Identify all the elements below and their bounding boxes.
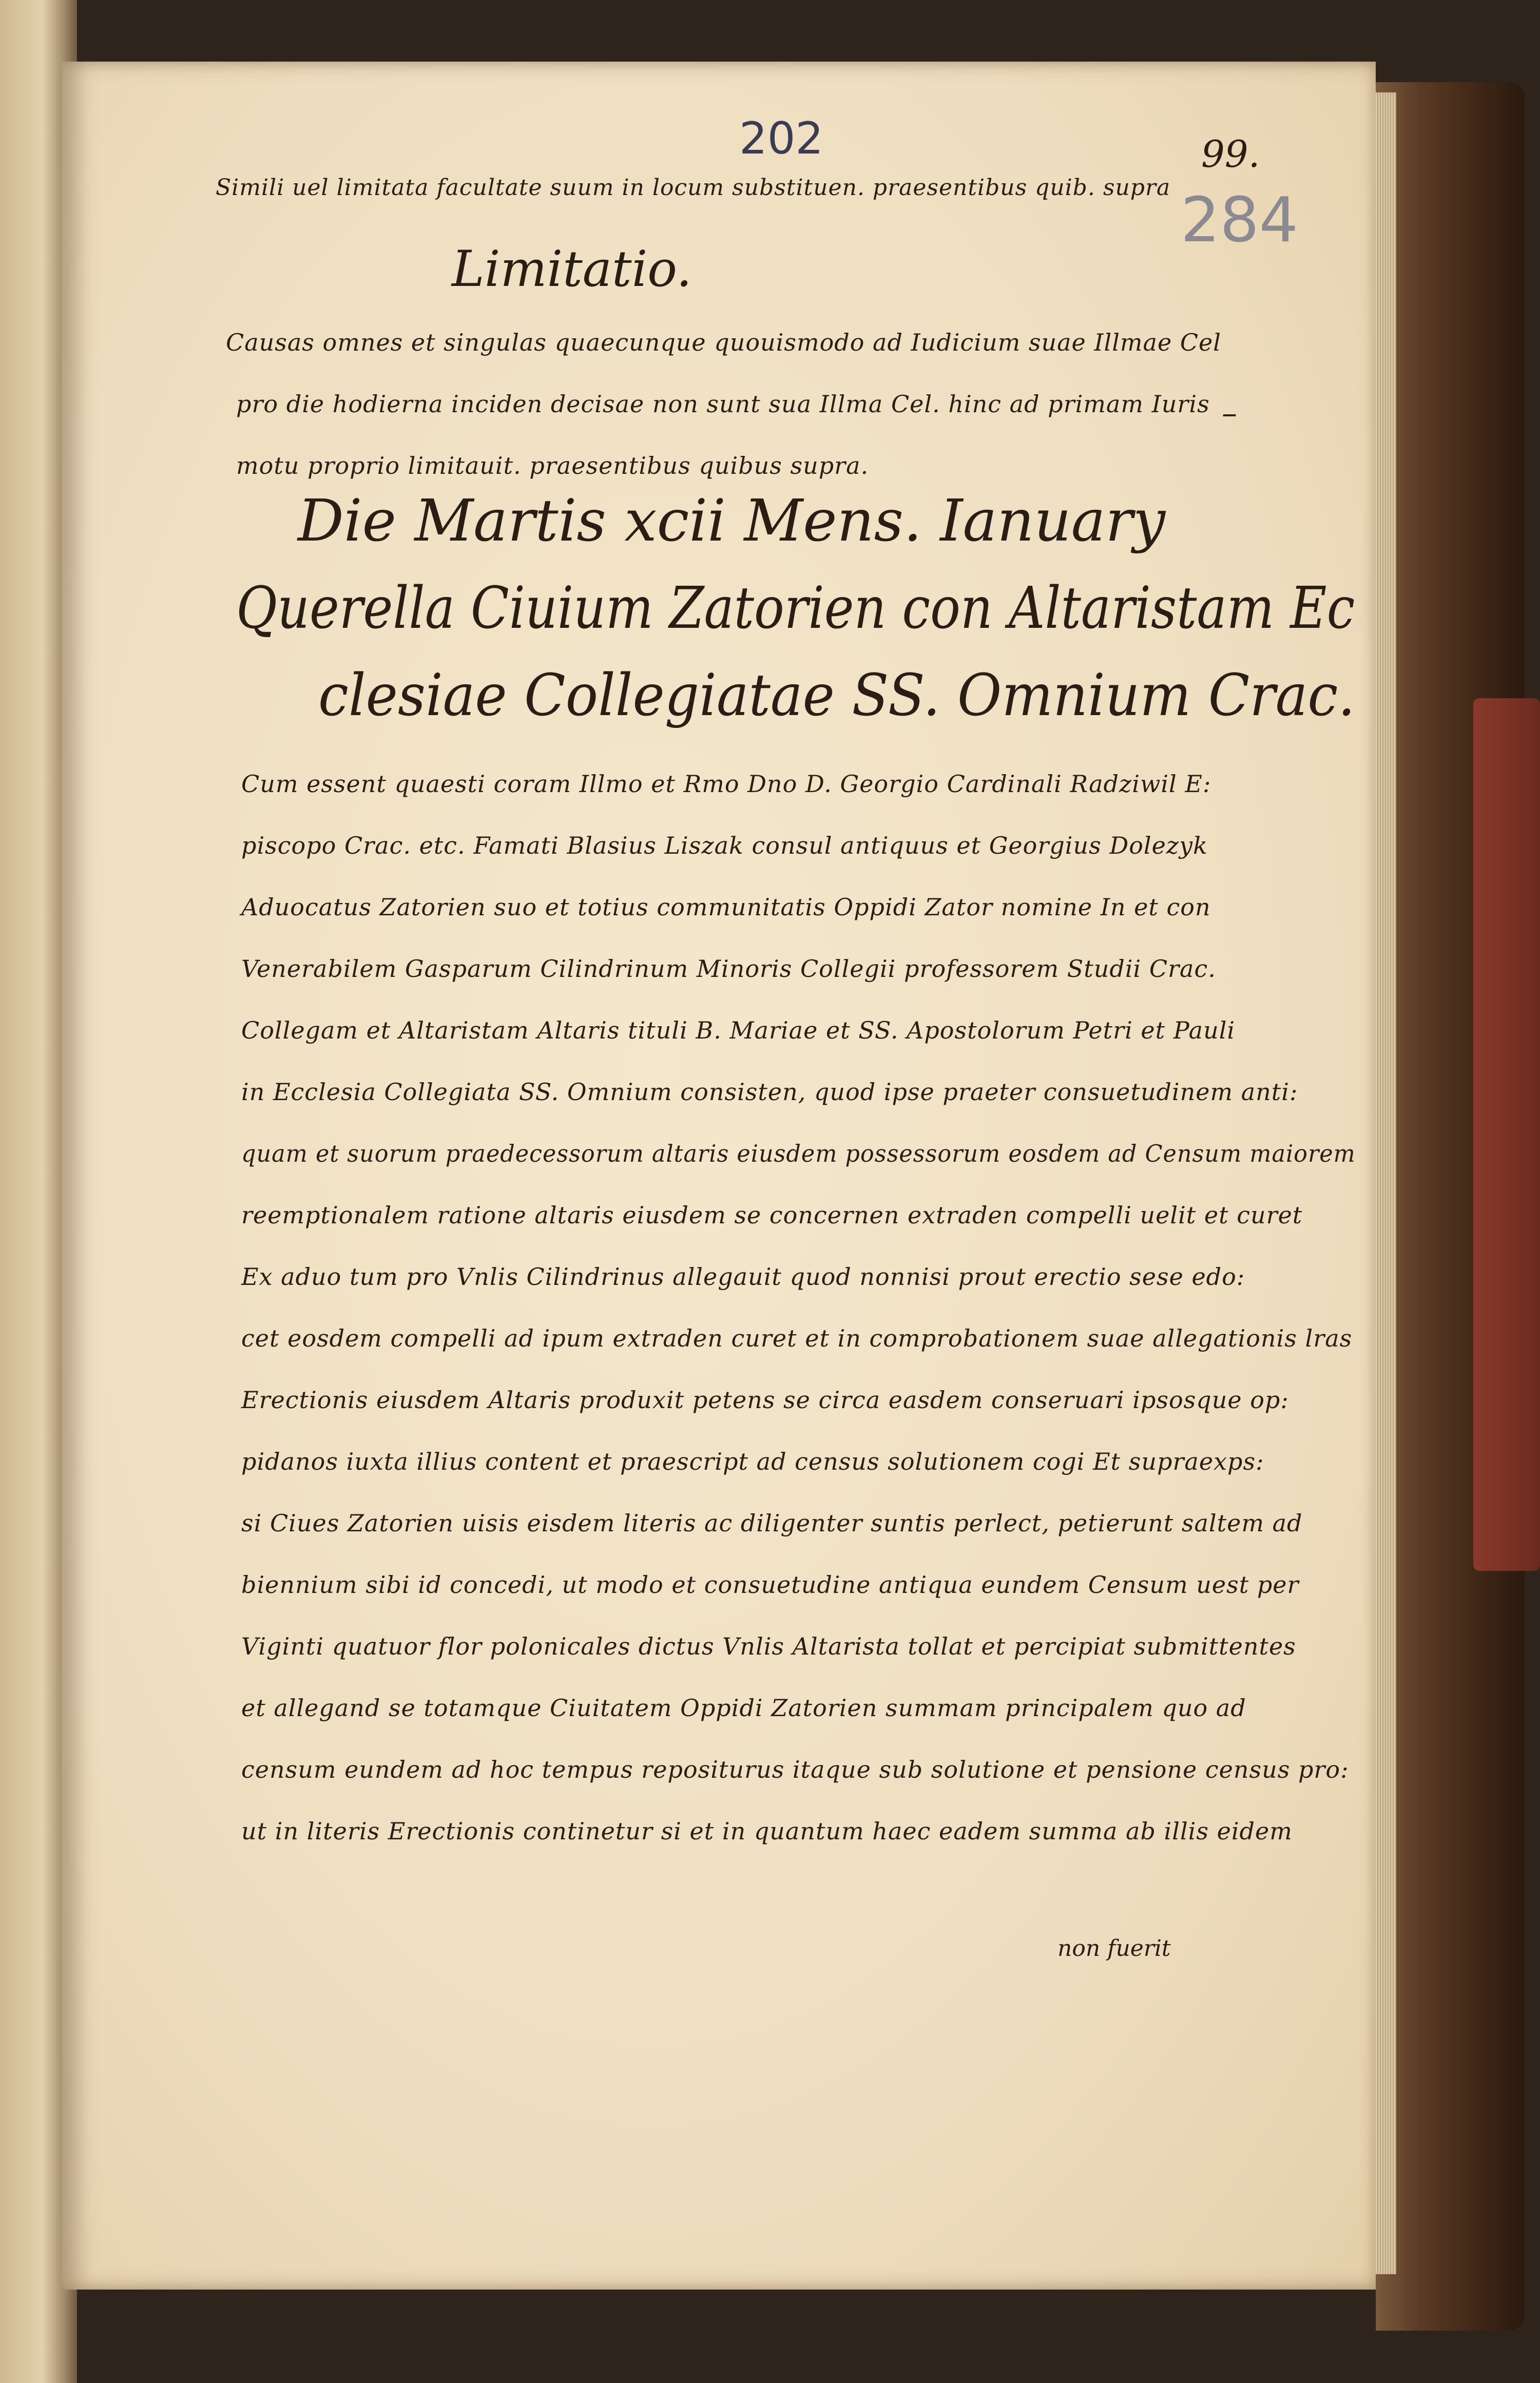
leather-strap — [1473, 698, 1540, 1571]
body-line: Erectionis eiusdem Altaris produxit petens se circa easdem conseruari ipsosque op: — [241, 1386, 1289, 1414]
body-line: censum eundem ad hoc tempus repositurus itaque sub solutione et pensione census pro: — [241, 1756, 1349, 1783]
catchword: non fuerit — [1057, 1935, 1171, 1962]
body-line: Viginti quatuor flor polonicales dictus Vnlis Altarista tollat et percipiat submittentes — [241, 1632, 1296, 1660]
body-line: Ex aduo tum pro Vnlis Cilindrinus allegauit quod nonnisi prout erectio sese edo: — [241, 1263, 1245, 1291]
entry-heading-title: Querella Ciuium Zatorien con Altaristam Ec — [236, 575, 1355, 642]
body-line: Collegam et Altaristam Altaris tituli B. Mariae et SS. Apostolorum Petri et Pauli — [241, 1016, 1236, 1044]
body-line: reemptionalem ratione altaris eiusdem se concernen extraden compelli uelit et curet — [241, 1201, 1303, 1229]
body-line: ut in literis Erectionis continetur si et in quantum haec eadem summa ab illis eidem — [241, 1817, 1293, 1845]
body-line: Venerabilem Gasparum Cilindrinum Minoris Collegii professorem Studii Crac. — [241, 955, 1216, 983]
body-line: in Ecclesia Collegiata SS. Omnium consisten, quod ipse praeter consuetudinem anti: — [241, 1078, 1298, 1106]
body-line: Aduocatus Zatorien suo et totius communitatis Oppidi Zator nomine In et con — [241, 893, 1211, 921]
limitatio-line: motu proprio limitauit. praesentibus quibus supra. — [236, 452, 869, 479]
body-line: cet eosdem compelli ad ipum extraden curet et in comprobationem suae allegationis lras — [241, 1324, 1353, 1352]
body-line: pidanos iuxta illius content et praescript ad census solutionem cogi Et supraexps: — [241, 1448, 1264, 1475]
limitatio-line: Causas omnes et singulas quaecunque quouismodo ad Iudicium suae Illmae Cel — [226, 329, 1221, 356]
body-line: biennium sibi id concedi, ut modo et consuetudine antiqua eundem Censum uest per — [241, 1571, 1299, 1599]
folio-number-top: 202 — [739, 113, 824, 164]
body-line: quam et suorum praedecessorum altaris eiusdem possessorum eosdem ad Censum maiorem — [241, 1140, 1356, 1167]
body-line: Cum essent quaesti coram Illmo et Rmo Dno D. Georgio Cardinali Radziwil E: — [241, 770, 1211, 798]
folio-number-right: 99. — [1201, 132, 1260, 176]
heading-limitatio: Limitatio. — [452, 240, 692, 298]
folio-number-pencil: 284 — [1181, 185, 1299, 256]
limitatio-line: pro die hodierna inciden decisae non sunt sua Illma Cel. hinc ad primam Iuris — [236, 390, 1210, 418]
entry-heading-date: Die Martis xcii Mens. Ianuary — [298, 488, 1166, 554]
body-line: piscopo Crac. etc. Famati Blasius Liszak consul antiquus et Georgius Dolezyk — [241, 832, 1208, 859]
entry-heading-title-cont: clesiae Collegiatae SS. Omnium Crac. — [318, 662, 1355, 729]
body-line: et allegand se totamque Ciuitatem Oppidi Zatorien summam principalem quo ad — [241, 1694, 1246, 1722]
margin-mark: – — [1222, 395, 1237, 431]
body-line: si Ciues Zatorien uisis eisdem literis ac diligenter suntis perlect, petierunt saltem ad — [241, 1509, 1303, 1537]
opening-line: Simili uel limitata facultate suum in locum substituen. praesentibus quib. supra — [216, 175, 1171, 201]
